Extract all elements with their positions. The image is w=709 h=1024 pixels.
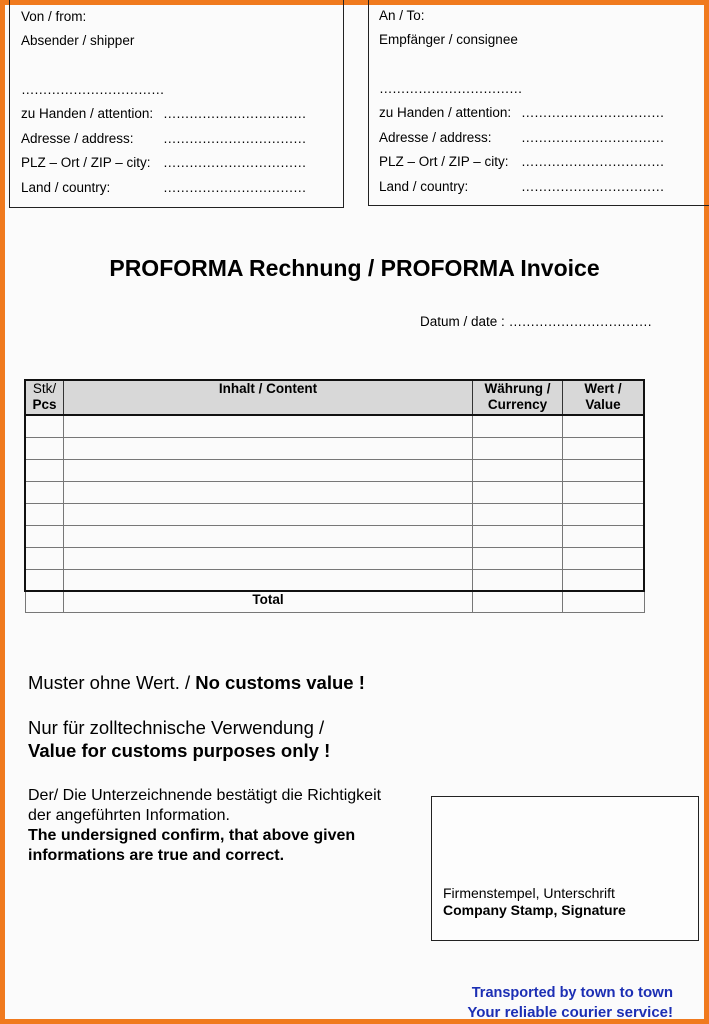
value-cell[interactable]	[563, 459, 645, 481]
value-cell[interactable]	[563, 569, 645, 591]
header-currency-line1: Währung /	[484, 381, 551, 396]
pcs-cell[interactable]	[25, 459, 64, 481]
no-customs-value-note	[28, 672, 365, 694]
declaration-en-line1: The undersigned confirm, that above given	[28, 827, 356, 844]
courier-tagline: Your reliable courier service!	[467, 1004, 673, 1021]
stamp-signature-box[interactable]	[431, 796, 699, 941]
content-cell[interactable]	[64, 437, 473, 459]
total-row	[25, 591, 644, 613]
content-cell[interactable]	[64, 415, 473, 437]
content-cell[interactable]	[64, 503, 473, 525]
header-currency	[473, 380, 563, 415]
to-attention-label: zu Handen / attention:	[379, 105, 512, 120]
value-cell[interactable]	[563, 525, 645, 547]
consignee-label: Empfänger / consignee	[379, 32, 518, 47]
from-heading: Von / from:	[21, 9, 87, 24]
date-row	[420, 314, 652, 329]
items-table	[24, 379, 645, 613]
value-cell[interactable]	[563, 547, 645, 569]
pcs-cell[interactable]	[25, 547, 64, 569]
header-value-line2: Value	[585, 397, 621, 412]
to-country-label: Land / country:	[379, 179, 469, 194]
currency-cell[interactable]	[473, 459, 563, 481]
pcs-cell[interactable]	[25, 481, 64, 503]
pcs-cell[interactable]	[25, 437, 64, 459]
from-country-field[interactable]: ……………………………	[163, 180, 306, 195]
courier-footer	[467, 983, 673, 1023]
content-cell[interactable]	[64, 459, 473, 481]
customs-purpose-note-de: Nur für zolltechnische Verwendung /	[28, 717, 325, 738]
to-country-field[interactable]: ……………………………	[521, 179, 664, 194]
table-row	[25, 547, 644, 569]
content-cell[interactable]	[64, 547, 473, 569]
table-row	[25, 569, 644, 591]
recipient-address-box	[368, 0, 709, 206]
pcs-cell[interactable]	[25, 415, 64, 437]
declaration-de-line1: Der/ Die Unterzeichnende bestätigt die Richtigkeit	[28, 787, 382, 804]
header-pcs	[25, 380, 64, 415]
value-cell[interactable]	[563, 481, 645, 503]
total-value-cell[interactable]	[563, 591, 645, 613]
sender-address-box	[9, 0, 344, 208]
sender-label: Absender / shipper	[21, 33, 135, 48]
table-row	[25, 415, 644, 437]
header-currency-line2: Currency	[487, 397, 548, 412]
total-currency-cell[interactable]	[473, 591, 563, 613]
from-city-label: PLZ – Ort / ZIP – city:	[21, 155, 151, 170]
header-pcs-line2: Pcs	[32, 397, 57, 412]
from-country-label: Land / country:	[21, 180, 111, 195]
currency-cell[interactable]	[473, 503, 563, 525]
table-row	[25, 525, 644, 547]
sample-note-de: Muster ohne Wert. /	[28, 672, 196, 693]
consignee-name-field[interactable]: ……………………………	[379, 81, 522, 96]
header-content-label: Inhalt / Content	[218, 381, 318, 396]
stamp-label-de: Firmenstempel, Unterschrift	[443, 885, 615, 901]
to-city-label: PLZ – Ort / ZIP – city:	[379, 154, 509, 169]
currency-cell[interactable]	[473, 525, 563, 547]
content-cell[interactable]	[64, 569, 473, 591]
declaration-en-line2: informations are true and correct.	[28, 847, 285, 864]
value-cell[interactable]	[563, 503, 645, 525]
currency-cell[interactable]	[473, 569, 563, 591]
from-address-field[interactable]: ……………………………	[163, 131, 306, 146]
from-address-label: Adresse / address:	[21, 131, 134, 146]
declaration-de-line2: der angeführten Information.	[28, 807, 230, 824]
table-row	[25, 459, 644, 481]
content-cell[interactable]	[64, 525, 473, 547]
document-title: PROFORMA Rechnung / PROFORMA Invoice	[109, 255, 600, 281]
value-cell[interactable]	[563, 437, 645, 459]
date-field[interactable]: ……………………………	[508, 314, 652, 329]
brand-name: town to town	[580, 984, 673, 1001]
header-value	[563, 380, 645, 415]
header-value-line1: Wert /	[584, 381, 622, 396]
from-attention-field[interactable]: ……………………………	[163, 106, 306, 121]
sender-name-field[interactable]: ……………………………	[21, 82, 164, 97]
value-cell[interactable]	[563, 415, 645, 437]
transported-by-line	[467, 983, 673, 1003]
from-city-field[interactable]: ……………………………	[163, 155, 306, 170]
header-pcs-line1: Stk/	[32, 381, 57, 396]
to-attention-field[interactable]: ……………………………	[521, 105, 664, 120]
currency-cell[interactable]	[473, 437, 563, 459]
pcs-cell[interactable]	[25, 503, 64, 525]
to-city-field[interactable]: ……………………………	[521, 154, 664, 169]
currency-cell[interactable]	[473, 481, 563, 503]
pcs-cell[interactable]	[25, 569, 64, 591]
table-row	[25, 437, 644, 459]
pcs-cell[interactable]	[25, 525, 64, 547]
to-address-label: Adresse / address:	[379, 130, 492, 145]
customs-purpose-note-en: Value for customs purposes only !	[28, 740, 331, 761]
sample-note-en: No customs value !	[195, 672, 365, 693]
to-heading: An / To:	[379, 8, 425, 23]
from-attention-label: zu Handen / attention:	[21, 106, 154, 121]
declaration	[28, 786, 381, 866]
transported-prefix: Transported by	[471, 985, 581, 1001]
total-blank-cell	[25, 591, 64, 613]
date-label: Datum / date :	[420, 314, 505, 329]
content-cell[interactable]	[64, 481, 473, 503]
total-label: Total	[64, 591, 473, 613]
currency-cell[interactable]	[473, 415, 563, 437]
stamp-label-en: Company Stamp, Signature	[443, 902, 626, 918]
header-content	[64, 380, 473, 415]
table-row	[25, 503, 644, 525]
currency-cell[interactable]	[473, 547, 563, 569]
to-address-field[interactable]: ……………………………	[521, 130, 664, 145]
table-row	[25, 481, 644, 503]
